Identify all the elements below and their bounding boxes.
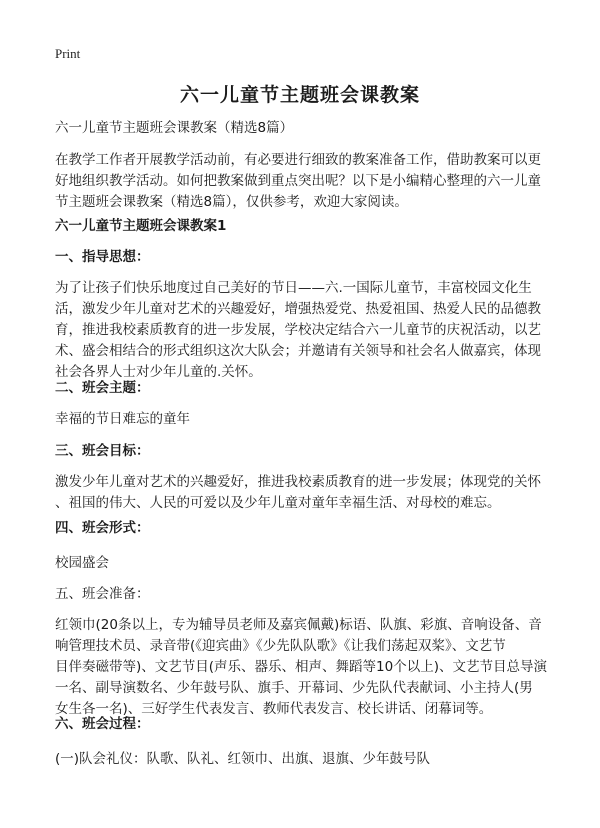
section3-line-2: 、祖国的伟大、人民的可爱以及少年儿童对童年幸福生活、对母校的难忘。 [55, 495, 501, 511]
section3-heading: 三、班会目标： [55, 443, 150, 459]
section5-line-2: 响管理技术员、录音带(《迎宾曲》《少先队队歌》《让我们荡起双桨》、文艺节 [55, 638, 506, 654]
section6-heading: 六、班会过程： [55, 716, 150, 732]
section6-item-1: (一)队会礼仪：队歌、队礼、红领巾、出旗、退旗、少年鼓号队 [55, 751, 431, 767]
section1-line-3: 育，推进我校素质教育的进一步发展，学校决定结合六一儿童节的庆祝活动，以艺 [55, 322, 541, 338]
section4-heading: 四、班会形式： [55, 520, 150, 536]
section1-line-4: 术、盛会相结合的形式组织这次大队会；并邀请有关领导和社会名人做嘉宾，体现 [55, 343, 541, 359]
intro-line-3: 节主题班会课教案（精选8篇），仅供参考，欢迎大家阅读。 [55, 194, 408, 210]
page-title: 六一儿童节主题班会课教案 [179, 84, 420, 106]
section5-line-3: 目伴奏磁带等)、文艺节目(声乐、器乐、相声、舞蹈等10个以上)、文艺节目总导演 [55, 659, 547, 675]
section5-heading: 五、班会准备： [55, 586, 150, 602]
lesson1-heading: 六一儿童节主题班会课教案1 [55, 218, 227, 234]
section1-line-2: 活，激发少年儿童对艺术的兴趣爱好，增强热爱党、热爱祖国、热爱人民的品德教 [55, 301, 541, 317]
intro-line-1: 在教学工作者开展教学活动前，有必要进行细致的教案准备工作，借助教案可以更 [55, 152, 541, 168]
section1-heading: 一、指导思想： [55, 249, 150, 265]
print-link[interactable]: Print [55, 46, 81, 61]
section2-text: 幸福的节日难忘的童年 [55, 411, 190, 427]
section5-line-4: 一名、副导演数名、少年鼓号队、旗手、开幕词、少先队代表献词、小主持人(男 [55, 680, 533, 696]
section4-text: 校园盛会 [55, 555, 109, 571]
section1-line-5: 社会各界人士对少年儿童的.关怀。 [55, 364, 262, 380]
section3-line-1: 激发少年儿童对艺术的兴趣爱好，推进我校素质教育的进一步发展；体现党的关怀 [55, 474, 541, 490]
section5-line-1: 红领巾(20条以上，专为辅导员老师及嘉宾佩戴)标语、队旗、彩旗、音响设备、音 [55, 617, 542, 633]
section1-line-1: 为了让孩子们快乐地度过自己美好的节日——六.一国际儿童节，丰富校园文化生 [55, 280, 532, 296]
intro-line-2: 好地组织教学活动。如何把教案做到重点突出呢？以下是小编精心整理的六一儿童 [55, 173, 541, 189]
document-subtitle: 六一儿童节主题班会课教案（精选8篇） [55, 120, 294, 136]
section5-line-5: 女生各一名)、三好学生代表发言、教师代表发言、校长讲话、闭幕词等。 [55, 701, 493, 717]
section2-heading: 二、班会主题： [55, 380, 150, 396]
